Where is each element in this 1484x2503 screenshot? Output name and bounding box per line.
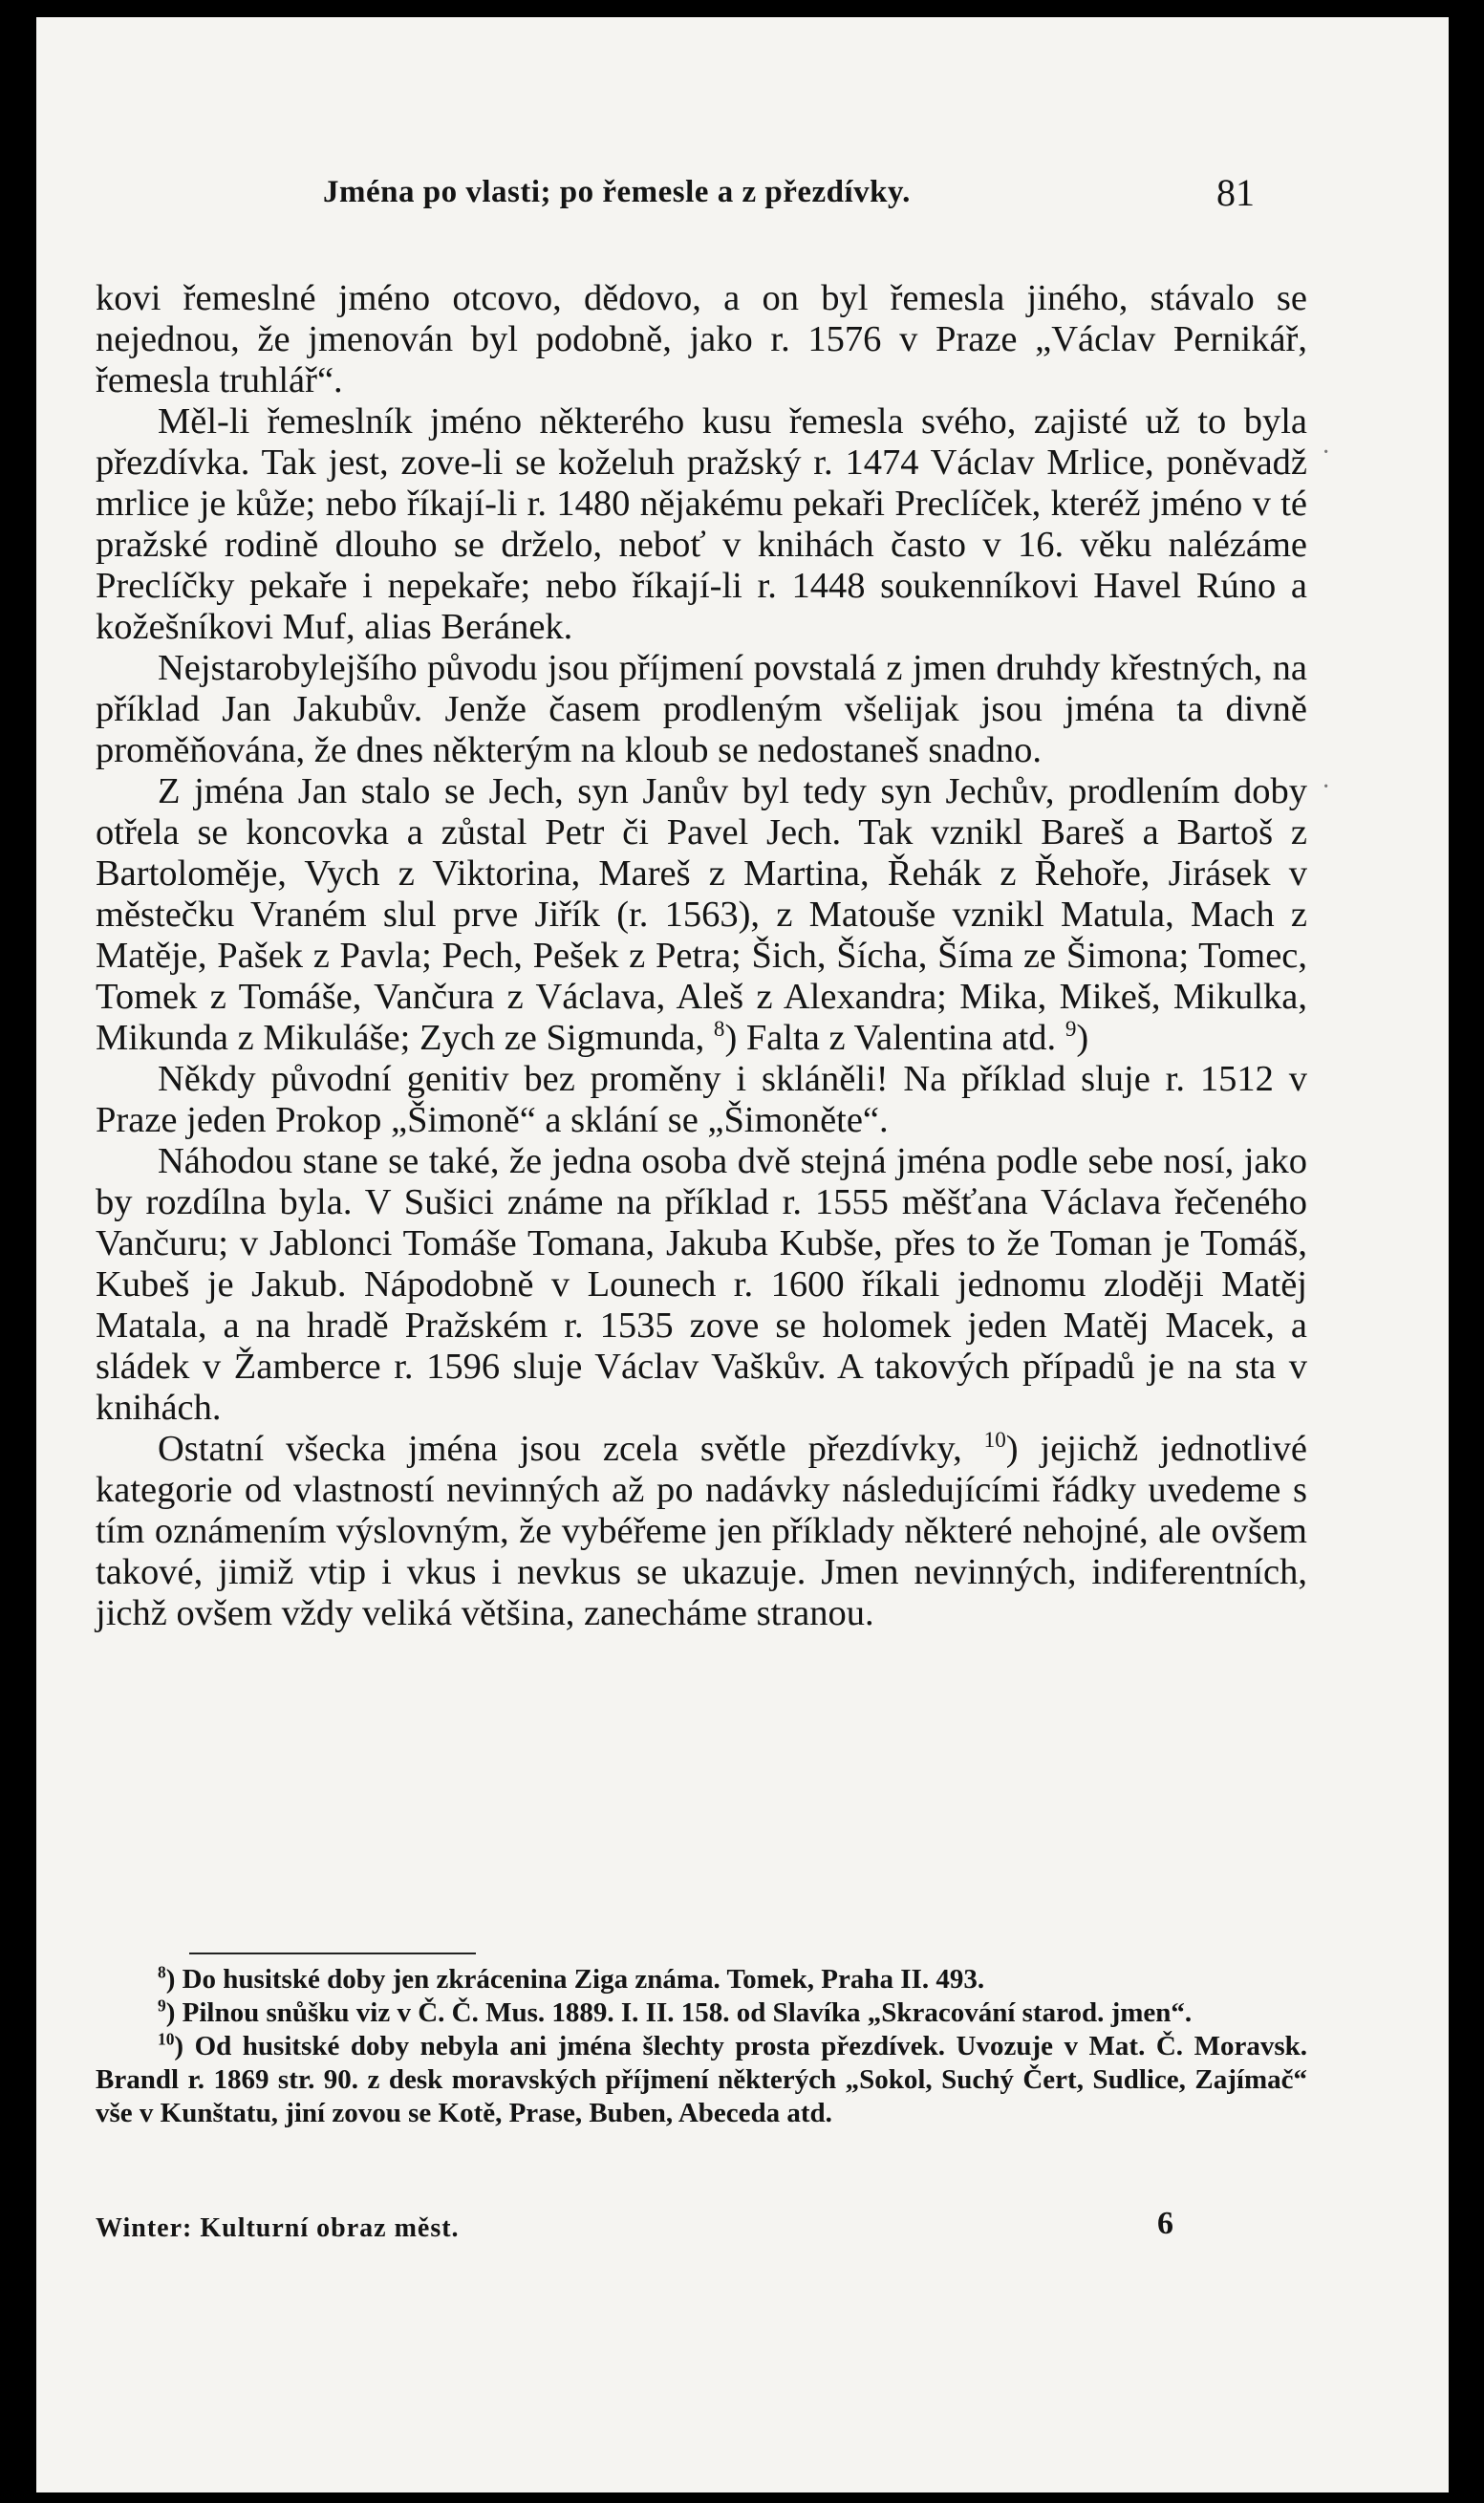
footnote-text: ) Od husitské doby nebyla ani jména šlechty prosta přezdívek. Uvozuje v Mat. Č. Moravsk. Brandl r. 1869 str. 90. z desk moravských příjmení některých „Sokol, Suchý Čert, Sudlice, Zajímač“ vše v Kunštatu, jiní zovou se Kotě, Prase, Buben, Abeceda atd.: [96, 2031, 1307, 2128]
footnotes: [96, 1963, 1307, 2130]
paragraph-6: Náhodou stane se také, že jedna osoba dvě stejná jména podle sebe nosí, jako by rozdílna byla. V Sušici známe na příklad r. 1555 měšťana Václava řečeného Vančuru; v Jablonci Tomáše Tomana, Jakuba Kubše, přes to že Toman je Tomáš, Kubeš je Jakub. Nápodobně v Lounech r. 1600 říkali jednomu zloději Matěj Matala, a na hradě Pražském r. 1535 zove se holomek jeden Matěj Macek, a sládek v Žamberce r. 1596 sluje Václav Vaškův. A takových případů je na sta v knihách.: [96, 1141, 1307, 1428]
paragraph-1: kovi řemeslné jméno otcovo, dědovo, a on byl řemesla jiného, stávalo se nejednou, že jmenován byl podobně, jako r. 1576 v Praze „Václav Pernikář, řemesla truhlář“.: [96, 278, 1307, 400]
footnote-text: ) Do husitské doby jen zkrácenina Ziga známa. Tomek, Praha II. 493.: [165, 1964, 985, 1995]
margin-speck: ·: [1322, 772, 1331, 802]
paragraph-3: Nejstarobylejšího původu jsou příjmení povstalá z jmen druhdy křestných, na příklad Jan Jakubův. Jenže časem prodleným všelijak jsou jména ta divně proměňována, že dnes některým na kloub se nedostaneš snadno.: [96, 648, 1307, 770]
running-header: Jména po vlasti; po řemesle a z přezdívky.: [323, 175, 911, 209]
footnote-ref-9: 9: [1065, 1016, 1077, 1042]
footnote-ref-10: 10: [983, 1427, 1006, 1453]
page-number: 81: [1216, 171, 1255, 214]
footnote-10: [96, 2030, 1307, 2130]
paragraph-7-start: Ostatní všecka jména jsou zcela světle přezdívky,: [158, 1429, 962, 1469]
footnote-ref-10-close: ): [1005, 1429, 1019, 1469]
footnote-mark: 10: [158, 2029, 175, 2049]
margin-speck: ·: [1322, 438, 1331, 467]
footnote-ref-8: 8: [713, 1016, 725, 1042]
footnote-text: ) Pilnou snůšku viz v Č. Č. Mus. 1889. I. II. 158. od Slavíka „Skracování starod. jmen“.: [165, 1997, 1193, 2028]
paragraph-4-text: Z jména Jan stalo se Jech, syn Janův byl tedy syn Jechův, prodlením doby otřela se koncovka a zůstal Petr či Pavel Jech. Tak vznikl Bareš a Bartoš z Bartoloměje, Vych z Viktorina, Mareš z Martina, Řehák z Řehoře, Jirásek v městečku Vraném slul prve Jiřík (r. 1563), z Matouše vznikl Matula, Mach z Matěje, Pašek z Pavla; Pech, Pešek z Petra; Šich, Šícha, Šíma ze Šimona; Tomec, Tomek z Tomáše, Vančura z Václava, Aleš z Alexandra; Mika, Mikeš, Mikulka, Mikunda z Mikuláše; Zych ze Sigmunda,: [96, 771, 1307, 1058]
footnote-8: [96, 1963, 1307, 1996]
paragraph-7-end: jejichž jednotlivé kategorie od vlastností nevinných až po nadávky následujícími řádky uvedeme s tím oznámením výslovným, že vybéřeme jen příklady některé nehojné, ale ovšem takové, jimiž vtip i vkus i nevkus se ukazuje. Jmen nevinných, indiferentních, jichž ovšem vždy veliká většina, zanecháme stranou.: [96, 1429, 1307, 1633]
sheet-number: 6: [1157, 2206, 1173, 2241]
paragraph-4-end: ) Falta z Valentina atd.: [724, 1018, 1057, 1058]
footnote-ref-9-close: ): [1076, 1018, 1089, 1058]
footnote-mark: 8: [158, 1962, 166, 1982]
main-text: [96, 278, 1307, 1634]
printer-signature: Winter: Kulturní obraz měst.: [96, 2213, 460, 2243]
paragraph-4: [96, 771, 1307, 1059]
paragraph-2: Měl-li řemeslník jméno některého kusu řemesla svého, zajisté už to byla přezdívka. Tak jest, zove-li se koželuh pražský r. 1474 Václav Mrlice, poněvadž mrlice je kůže; nebo říkají-li r. 1480 nějakému pekaři Preclíček, kteréž jméno v té pražské rodině dlouho se drželo, neboť v knihách často v 16. věku nalézáme Preclíčky pekaře i nepekaře; nebo říkají-li r. 1448 soukenníkovi Havel Rúno a kožešníkovi Muf, alias Beránek.: [96, 401, 1307, 647]
footnote-divider: [189, 1953, 476, 1954]
footnote-9: [96, 1996, 1307, 2030]
paragraph-5: Někdy původní genitiv bez proměny i skláněli! Na příklad sluje r. 1512 v Praze jeden Prokop „Šimoně“ a sklání se „Šimoněte“.: [96, 1059, 1307, 1140]
footnote-mark: 9: [158, 1996, 166, 2016]
paragraph-7: [96, 1429, 1307, 1634]
book-page: [36, 17, 1449, 2492]
